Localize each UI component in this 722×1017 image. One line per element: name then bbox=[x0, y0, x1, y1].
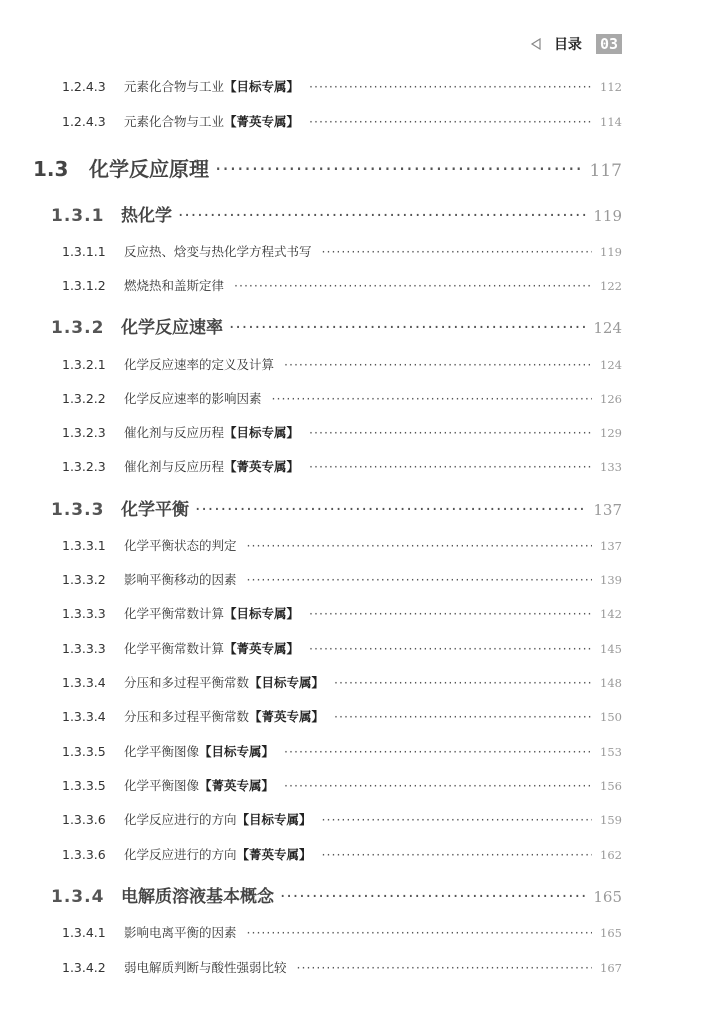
entry-title: 化学平衡状态的判定 bbox=[124, 538, 237, 553]
toc-entry[interactable] bbox=[62, 958, 622, 978]
leader-dots bbox=[234, 278, 592, 293]
entry-number: 1.3.3.4 bbox=[62, 675, 106, 690]
entry-number: 1.3.2.1 bbox=[62, 357, 106, 372]
leader-dots bbox=[284, 744, 592, 759]
entry-tag: 【目标专属】 bbox=[249, 675, 325, 690]
entry-title: 分压和多过程平衡常数【菁英专属】 bbox=[124, 709, 325, 724]
entry-tag: 【目标专属】 bbox=[224, 425, 300, 440]
entry-page: 159 bbox=[600, 813, 622, 827]
entry-page: 148 bbox=[600, 676, 622, 690]
entry-page: 153 bbox=[600, 745, 622, 759]
entry-number: 1.2.4.3 bbox=[62, 79, 106, 94]
subsection-title: 化学平衡 bbox=[121, 500, 189, 520]
entry-title: 影响电离平衡的因素 bbox=[124, 925, 237, 940]
toc-entry[interactable] bbox=[62, 536, 622, 556]
entry-number: 1.3.3.1 bbox=[62, 538, 106, 553]
entry-title: 催化剂与反应历程【菁英专属】 bbox=[124, 459, 300, 474]
leader-dots bbox=[297, 960, 592, 975]
subsection-title: 化学反应速率 bbox=[121, 318, 223, 338]
entry-number: 1.3.2.2 bbox=[62, 391, 106, 406]
entry-tag: 【菁英专属】 bbox=[249, 709, 325, 724]
toc-entry[interactable] bbox=[62, 742, 622, 762]
entry-title: 化学平衡图像【目标专属】 bbox=[124, 744, 275, 759]
subsection-page: 124 bbox=[593, 319, 622, 337]
toc-entry[interactable] bbox=[62, 389, 622, 409]
toc-entry[interactable] bbox=[62, 457, 622, 477]
entry-tag: 【目标专属】 bbox=[224, 606, 300, 621]
page-number-badge: 03 bbox=[596, 34, 622, 54]
toc-entry[interactable] bbox=[62, 570, 622, 590]
entry-title: 影响平衡移动的因素 bbox=[124, 572, 237, 587]
leader-dots bbox=[247, 538, 592, 553]
entry-page: 156 bbox=[600, 779, 622, 793]
toc-entry[interactable] bbox=[62, 810, 622, 830]
entry-number: 1.3.3.3 bbox=[62, 606, 106, 621]
subsection-number: 1.3.4 bbox=[51, 887, 105, 907]
leader-dots bbox=[334, 675, 592, 690]
entry-number: 1.3.3.5 bbox=[62, 778, 106, 793]
entry-page: 145 bbox=[600, 642, 622, 656]
toc-entry[interactable] bbox=[62, 776, 622, 796]
entry-number: 1.3.3.6 bbox=[62, 847, 106, 862]
entry-title: 化学平衡常数计算【菁英专属】 bbox=[124, 641, 300, 656]
entry-title: 反应热、焓变与热化学方程式书写 bbox=[124, 244, 312, 259]
entry-page: 112 bbox=[600, 80, 622, 94]
section-number: 1.3 bbox=[33, 157, 69, 181]
entry-number: 1.3.1.2 bbox=[62, 278, 106, 293]
toc-entry[interactable] bbox=[62, 242, 622, 262]
leader-dots bbox=[229, 318, 586, 338]
toc-entry[interactable] bbox=[62, 77, 622, 97]
toc-entry[interactable] bbox=[62, 112, 622, 132]
toc-entry[interactable] bbox=[62, 423, 622, 443]
toc-entry[interactable] bbox=[62, 845, 622, 865]
entry-title: 元素化合物与工业【菁英专属】 bbox=[124, 114, 300, 129]
entry-tag: 【菁英专属】 bbox=[224, 459, 300, 474]
entry-tag: 【菁英专属】 bbox=[224, 114, 300, 129]
entry-number: 1.3.3.3 bbox=[62, 641, 106, 656]
subsection-number: 1.3.2 bbox=[51, 318, 105, 338]
leader-dots bbox=[309, 606, 592, 621]
toc-entry[interactable] bbox=[62, 604, 622, 624]
toc-subsection[interactable] bbox=[51, 201, 622, 227]
toc-entry[interactable] bbox=[62, 276, 622, 296]
entry-title: 催化剂与反应历程【目标专属】 bbox=[124, 425, 300, 440]
entry-number: 1.3.3.5 bbox=[62, 744, 106, 759]
entry-number: 1.2.4.3 bbox=[62, 114, 106, 129]
leader-dots bbox=[322, 812, 592, 827]
entry-page: 137 bbox=[600, 539, 622, 553]
subsection-page: 119 bbox=[593, 207, 622, 225]
subsection-number: 1.3.1 bbox=[51, 206, 105, 226]
subsection-page: 165 bbox=[593, 888, 622, 906]
entry-page: 133 bbox=[600, 460, 622, 474]
entry-page: 165 bbox=[600, 926, 622, 940]
entry-title: 元素化合物与工业【目标专属】 bbox=[124, 79, 300, 94]
entry-title: 化学反应速率的影响因素 bbox=[124, 391, 262, 406]
entry-title: 化学反应进行的方向【目标专属】 bbox=[124, 812, 312, 827]
toc-entry[interactable] bbox=[62, 639, 622, 659]
leader-dots bbox=[195, 500, 586, 520]
entry-title: 化学平衡常数计算【目标专属】 bbox=[124, 606, 300, 621]
entry-tag: 【目标专属】 bbox=[199, 744, 275, 759]
entry-title: 燃烧热和盖斯定律 bbox=[124, 278, 225, 293]
section-title: 化学反应原理 bbox=[89, 157, 209, 181]
leader-dots bbox=[322, 847, 592, 862]
toc-subsection[interactable] bbox=[51, 313, 622, 339]
entry-number: 1.3.3.2 bbox=[62, 572, 106, 587]
entry-number: 1.3.1.1 bbox=[62, 244, 106, 259]
entry-title: 化学平衡图像【菁英专属】 bbox=[124, 778, 275, 793]
leader-dots bbox=[309, 641, 592, 656]
entry-tag: 【菁英专属】 bbox=[199, 778, 275, 793]
subsection-title: 热化学 bbox=[121, 206, 172, 226]
entry-tag: 【菁英专属】 bbox=[224, 641, 300, 656]
leader-dots bbox=[272, 391, 592, 406]
leader-dots bbox=[309, 114, 592, 129]
entry-page: 142 bbox=[600, 607, 622, 621]
entry-number: 1.3.3.6 bbox=[62, 812, 106, 827]
toc-entry[interactable] bbox=[62, 673, 622, 693]
toc-subsection[interactable] bbox=[51, 495, 622, 521]
leader-dots bbox=[247, 572, 592, 587]
entry-page: 124 bbox=[600, 358, 622, 372]
entry-page: 114 bbox=[600, 115, 622, 129]
leader-dots bbox=[309, 79, 592, 94]
toc-section[interactable] bbox=[33, 153, 622, 183]
leader-dots bbox=[322, 244, 592, 259]
toc-entry[interactable] bbox=[62, 923, 622, 943]
toc-subsection[interactable] bbox=[51, 882, 622, 908]
header-title: 目录 bbox=[553, 37, 582, 53]
entry-tag: 【目标专属】 bbox=[224, 79, 300, 94]
subsection-number: 1.3.3 bbox=[51, 500, 105, 520]
leader-dots bbox=[247, 925, 592, 940]
entry-number: 1.3.2.3 bbox=[62, 425, 106, 440]
entry-page: 119 bbox=[600, 245, 622, 259]
entry-title: 化学反应速率的定义及计算 bbox=[124, 357, 275, 372]
entry-tag: 【菁英专属】 bbox=[236, 847, 312, 862]
leader-dots bbox=[284, 778, 592, 793]
leader-dots bbox=[309, 459, 592, 474]
entry-number: 1.3.2.3 bbox=[62, 459, 106, 474]
entry-title: 化学反应进行的方向【菁英专属】 bbox=[124, 847, 312, 862]
section-page: 117 bbox=[589, 161, 622, 181]
leader-dots bbox=[178, 206, 586, 226]
toc-entry[interactable] bbox=[62, 355, 622, 375]
leader-dots bbox=[284, 357, 592, 372]
entry-page: 122 bbox=[600, 279, 622, 293]
entry-title: 弱电解质判断与酸性强弱比较 bbox=[124, 960, 287, 975]
entry-number: 1.3.4.2 bbox=[62, 960, 106, 975]
subsection-title: 电解质溶液基本概念 bbox=[121, 887, 274, 907]
entry-number: 1.3.4.1 bbox=[62, 925, 106, 940]
entry-page: 126 bbox=[600, 392, 622, 406]
leader-dots bbox=[309, 425, 592, 440]
entry-number: 1.3.3.4 bbox=[62, 709, 106, 724]
entry-page: 150 bbox=[600, 710, 622, 724]
leader-dots bbox=[334, 709, 592, 724]
entry-page: 139 bbox=[600, 573, 622, 587]
entry-page: 167 bbox=[600, 961, 622, 975]
entry-page: 162 bbox=[600, 848, 622, 862]
entry-page: 129 bbox=[600, 426, 622, 440]
entry-tag: 【目标专属】 bbox=[236, 812, 312, 827]
subsection-page: 137 bbox=[593, 501, 622, 519]
leader-dots bbox=[215, 157, 584, 181]
entry-title: 分压和多过程平衡常数【目标专属】 bbox=[124, 675, 325, 690]
toc-entry[interactable] bbox=[62, 707, 622, 727]
leader-dots bbox=[280, 887, 586, 907]
